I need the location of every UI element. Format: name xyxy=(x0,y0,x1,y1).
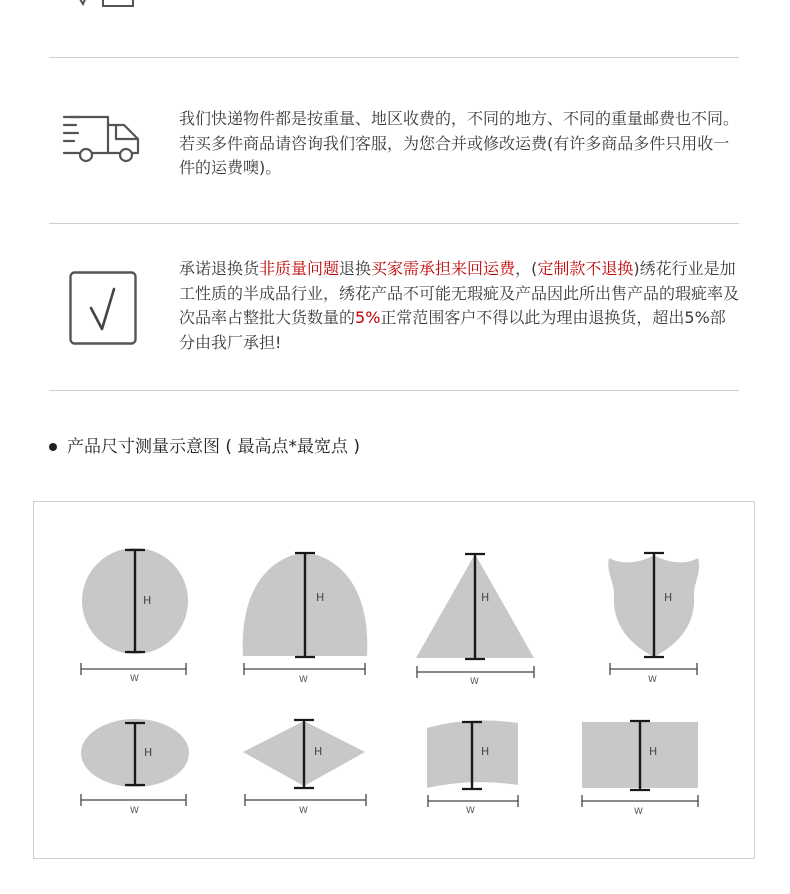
checkbox-icon-partial xyxy=(69,0,139,8)
shape-triangle xyxy=(416,554,534,687)
width-label: W xyxy=(299,806,308,816)
height-label: H xyxy=(316,591,325,604)
shape-arch xyxy=(243,552,368,685)
returns-non-quality: 非质量问题 xyxy=(259,259,340,278)
returns-text-4: )绣花行业是加工性质的半成品行业，绣花产品不可能无瑕疵及产品因此所出售产品的瑕疵率及次品率占整批大货数量的 xyxy=(179,259,740,327)
returns-policy-text xyxy=(179,257,739,355)
height-label: H xyxy=(649,745,658,758)
returns-buyer-shipping: 买家需承担来回运费 xyxy=(371,259,516,278)
height-label: H xyxy=(143,594,152,607)
shape-shield xyxy=(608,553,699,685)
bullet-dot xyxy=(49,443,57,451)
height-label: H xyxy=(144,746,153,759)
shape-rhombus xyxy=(243,720,366,816)
returns-text-5: 正常范围客户不得以此为理由退换货，超出5%部分由我厂承担! xyxy=(179,308,726,352)
divider-bottom xyxy=(49,390,739,391)
size-section-title: 产品尺寸测量示意图 ( 最高点*最宽点 ) xyxy=(67,437,360,457)
size-diagram-panel xyxy=(33,501,755,859)
shape-curved-banner xyxy=(427,720,518,816)
height-label: H xyxy=(481,591,490,604)
width-label: W xyxy=(466,806,475,816)
width-label: W xyxy=(634,807,643,817)
returns-custom-no-return: 定制款不退换 xyxy=(537,259,634,278)
height-label: H xyxy=(481,745,490,758)
returns-text-2: 退换 xyxy=(339,259,372,278)
returns-text-3: ，( xyxy=(515,259,538,278)
truck-icon xyxy=(62,113,144,167)
returns-text-1: 承诺退换货 xyxy=(179,259,260,278)
size-diagram xyxy=(34,502,754,858)
shape-ellipse xyxy=(81,719,189,816)
width-label: W xyxy=(470,677,479,687)
divider-top xyxy=(49,57,739,58)
width-label: W xyxy=(648,675,657,685)
shape-circle xyxy=(81,548,188,684)
height-label: H xyxy=(664,591,673,604)
returns-five-percent: 5% xyxy=(355,308,381,327)
shipping-text: 我们快递物件都是按重量、地区收费的，不同的地方、不同的重量邮费也不同。若买多件商品请咨询我们客服，为您合并或修改运费(有许多商品多件只用收一件的运费噢)。 xyxy=(179,109,740,177)
width-label: W xyxy=(299,675,308,685)
divider-middle xyxy=(49,223,739,224)
shape-rectangle xyxy=(582,721,698,817)
width-label: W xyxy=(130,674,139,684)
checkmark-box-icon xyxy=(69,271,137,345)
width-label: W xyxy=(130,806,139,816)
height-label: H xyxy=(314,745,323,758)
